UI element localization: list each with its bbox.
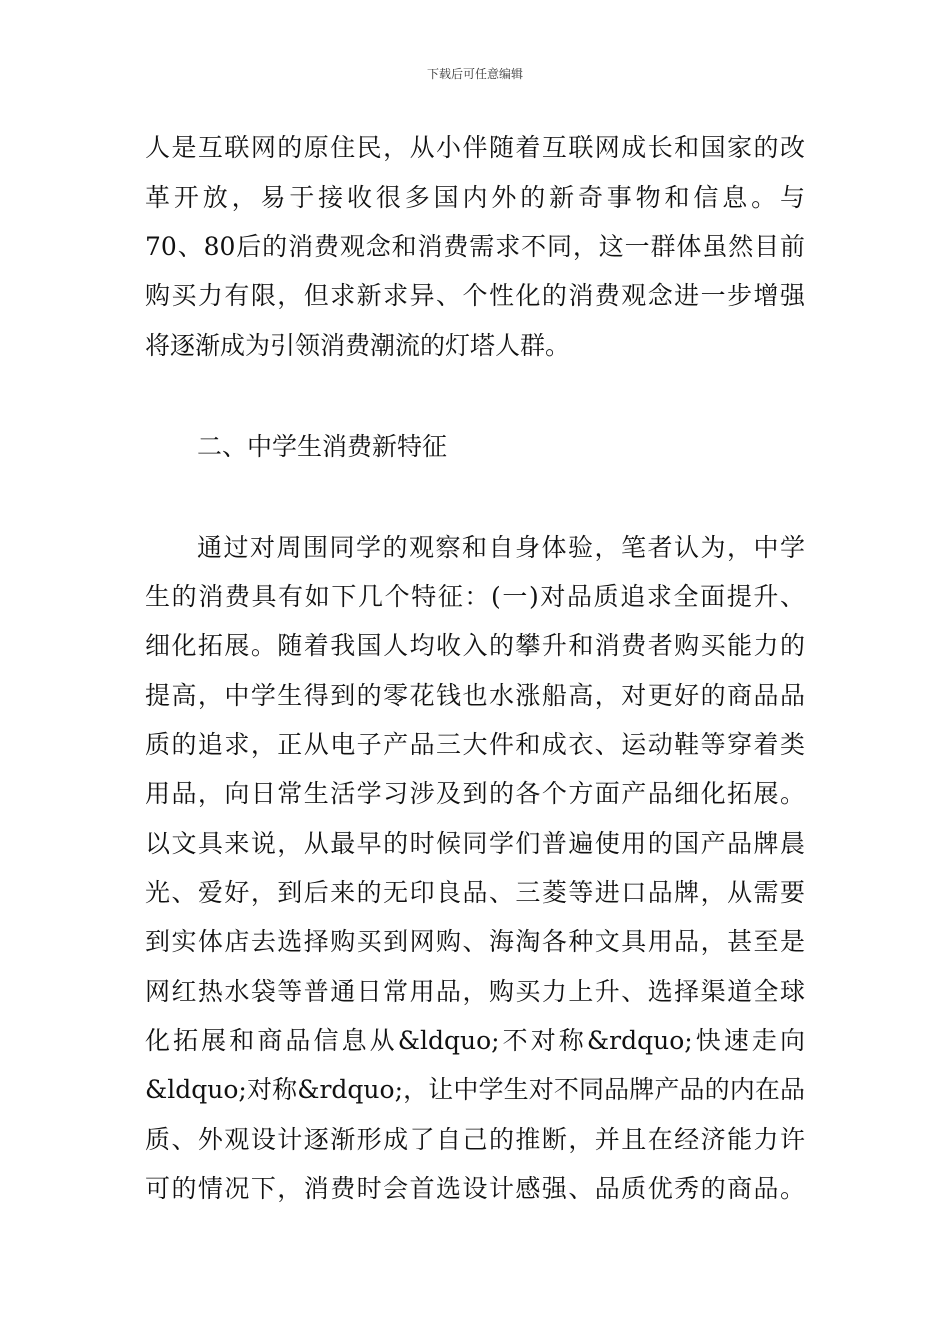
paragraph-line: 网红热水袋等普通日常用品，购买力上升、选择渠道全球: [145, 977, 805, 1006]
paragraph-line: 70、80后的消费观念和消费需求不同，这一群体虽然目前: [145, 232, 805, 261]
page-header: 下载后可任意编辑: [426, 67, 523, 81]
paragraph-line: 购买力有限，但求新求异、个性化的消费观念进一步增强: [145, 281, 805, 310]
paragraph-line: 以文具来说，从最早的时候同学们普遍使用的国产品牌晨: [145, 829, 805, 858]
paragraph-line: 质的追求，正从电子产品三大件和成衣、运动鞋等穿着类: [145, 730, 805, 759]
paragraph-line: 用品，向日常生活学习涉及到的各个方面产品细化拓展。: [145, 779, 805, 808]
paragraph-line: 细化拓展。随着我国人均收入的攀升和消费者购买能力的: [145, 631, 805, 660]
paragraph-line: 革开放，易于接收很多国内外的新奇事物和信息。与: [145, 183, 805, 212]
section-heading: 二、中学生消费新特征: [197, 432, 448, 461]
paragraph-line: 到实体店去选择购买到网购、海淘各种文具用品，甚至是: [145, 927, 805, 956]
paragraph-line: 生的消费具有如下几个特征：(一)对品质追求全面提升、: [145, 582, 805, 611]
paragraph-line: 将逐渐成为引领消费潮流的灯塔人群。: [145, 331, 571, 360]
paragraph-line: 通过对周围同学的观察和自身体验，笔者认为，中学: [197, 533, 805, 562]
paragraph-line: &ldquo;对称&rdquo;，让中学生对不同品牌产品的内在品: [145, 1075, 805, 1104]
paragraph-line: 化拓展和商品信息从&ldquo;不对称&rdquo;快速走向: [145, 1026, 805, 1055]
paragraph-line: 质、外观设计逐渐形成了自己的推断，并且在经济能力许: [145, 1125, 805, 1154]
paragraph-line: 可的情况下，消费时会首选设计感强、品质优秀的商品。: [145, 1174, 805, 1203]
paragraph-line: 人是互联网的原住民，从小伴随着互联网成长和国家的改: [145, 133, 805, 162]
paragraph-line: 光、爱好，到后来的无印良品、三菱等进口品牌，从需要: [145, 878, 805, 907]
paragraph-line: 提高，中学生得到的零花钱也水涨船高，对更好的商品品: [145, 681, 805, 710]
